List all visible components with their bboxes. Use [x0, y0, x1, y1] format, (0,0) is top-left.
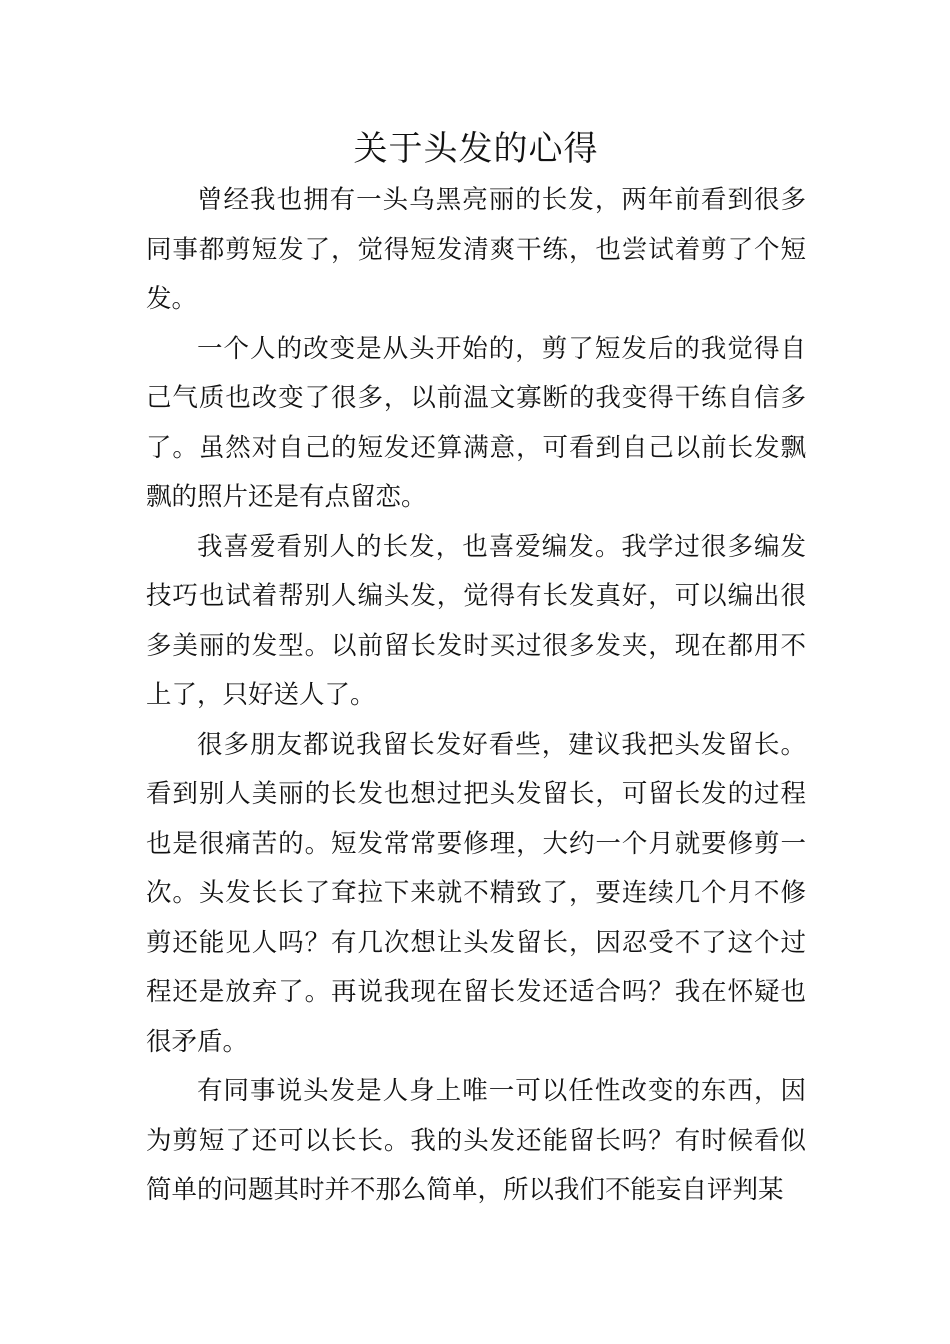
document-title: 关于头发的心得	[353, 129, 599, 169]
paragraph-1: 曾经我也拥有一头乌黑亮丽的长发，两年前看到很多同事都剪短发了，觉得短发清爽干练，也尝试着剪了个短发。	[146, 185, 806, 314]
paragraph-5: 有同事说头发是人身上唯一可以任性改变的东西，因为剪短了还可以长长。我的头发还能留长吗？有时候看似简单的问题其时并不那么简单，所以我们不能妄自评判某	[146, 1076, 806, 1205]
paragraph-2: 一个人的改变是从头开始的，剪了短发后的我觉得自己气质也改变了很多，以前温文寡断的我变得干练自信多了。虽然对自己的短发还算满意，可看到自己以前长发飘飘的照片还是有点留恋。	[146, 333, 806, 512]
paragraph-4: 很多朋友都说我留长发好看些，建议我把头发留长。看到别人美丽的长发也想过把头发留长，可留长发的过程也是很痛苦的。短发常常要修理，大约一个月就要修剪一次。头发长长了耷拉下来就不精致了，要连续几个月不修剪还能见人吗？有几次想让头发留长，因忍受不了这个过程还是放弃了。再说我现在留长发还适合吗？我在怀疑也很矛盾。	[146, 729, 806, 1057]
document-page	[146, 126, 806, 1216]
paragraph-3: 我喜爱看别人的长发，也喜爱编发。我学过很多编发技巧也试着帮别人编头发，觉得有长发真好，可以编出很多美丽的发型。以前留长发时买过很多发夹，现在都用不上了，只好送人了。	[146, 531, 806, 710]
